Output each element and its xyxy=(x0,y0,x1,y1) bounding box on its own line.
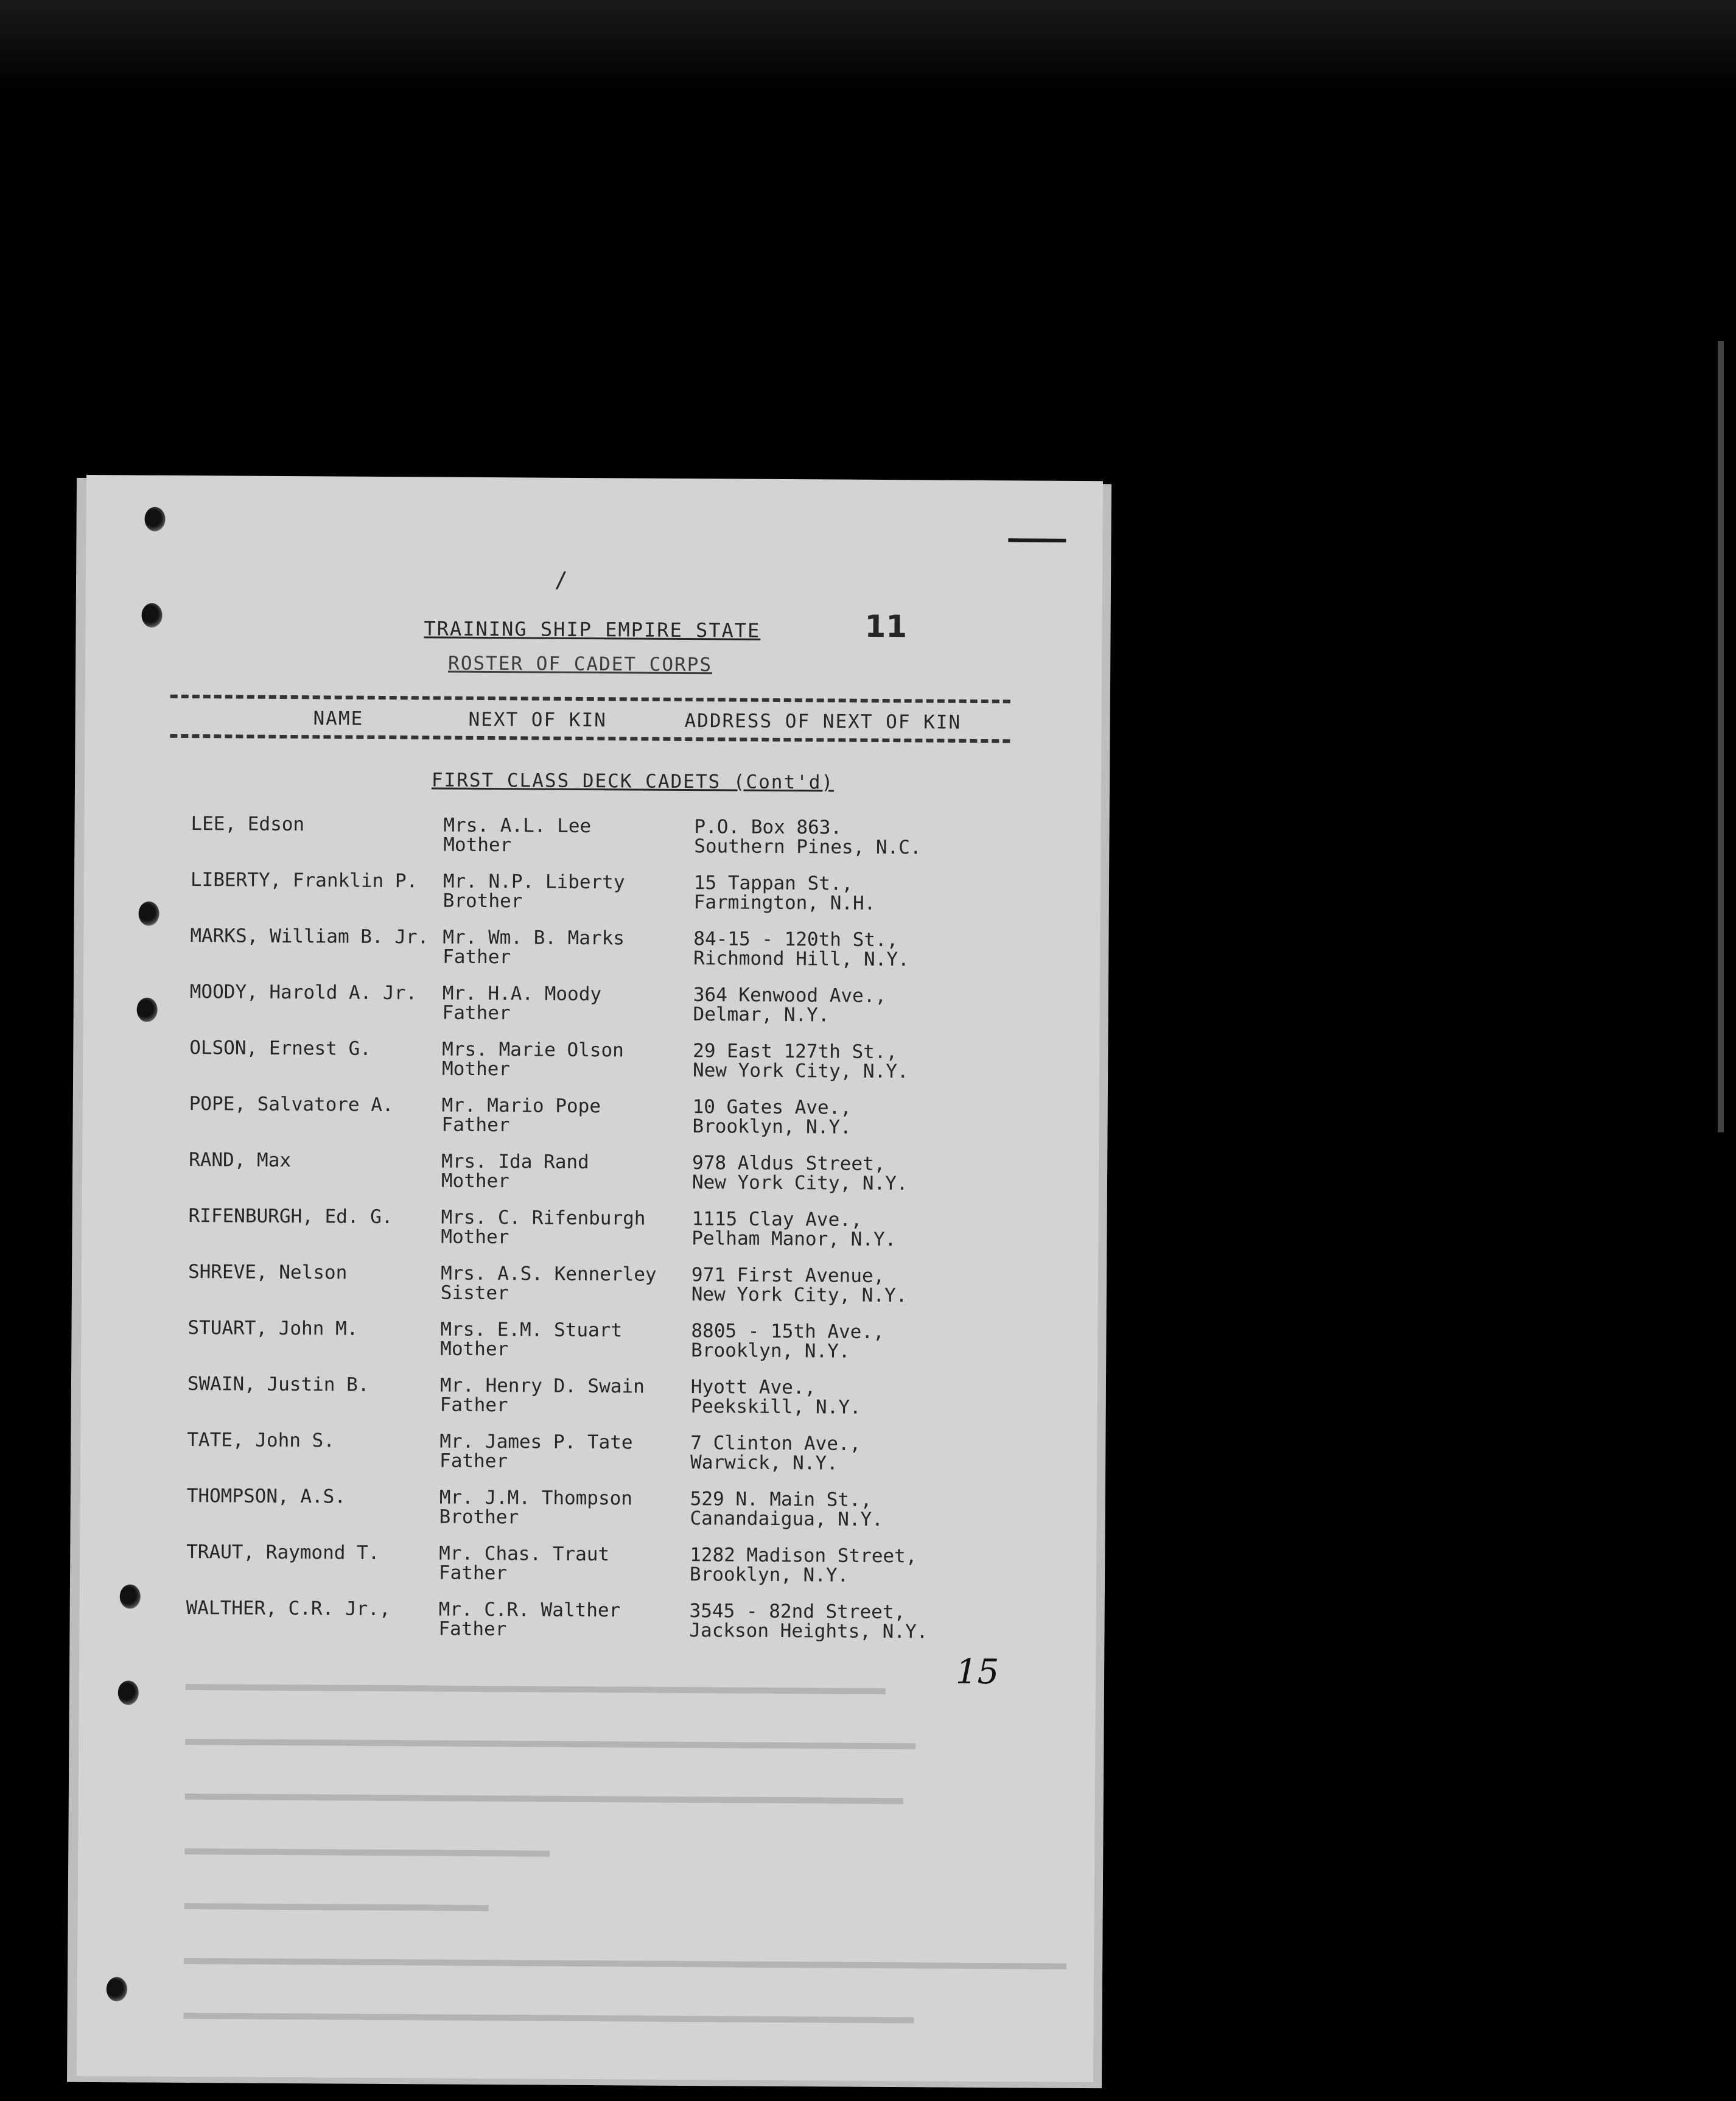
punch-hole xyxy=(118,1680,139,1705)
address-line-2: Farmington, N.H. xyxy=(693,891,876,914)
kin-relation: Father xyxy=(443,945,511,969)
roster-page xyxy=(77,475,1103,2082)
address-line-2: New York City, N.Y. xyxy=(692,1059,909,1083)
kin-relation: Mother xyxy=(441,1058,511,1081)
divider-rule xyxy=(170,695,1010,703)
column-header-address: ADDRESS OF NEXT OF KIN xyxy=(684,710,962,734)
punch-hole xyxy=(144,507,165,531)
punch-hole xyxy=(141,603,162,628)
address-line-1: 15 Tappan St., xyxy=(693,872,853,895)
document-title: TRAINING SHIP EMPIRE STATE xyxy=(424,617,761,642)
punch-hole xyxy=(107,1977,127,2001)
address-line-1: 84-15 - 120th St., xyxy=(693,928,898,952)
kin-relation: Mother xyxy=(440,1338,509,1361)
cadet-name: OLSON, Ernest G. xyxy=(189,1037,371,1060)
table-row xyxy=(79,1598,1096,1657)
bleed-through-text xyxy=(185,1794,903,1804)
next-of-kin: Mrs. C. Rifenburgh xyxy=(441,1206,646,1230)
cadet-name: TRAUT, Raymond T. xyxy=(186,1541,380,1564)
address-line-2: Brooklyn, N.Y. xyxy=(689,1563,849,1587)
cadet-name: THOMPSON, A.S. xyxy=(186,1485,346,1508)
address-line-1: 29 East 127th St., xyxy=(693,1040,898,1064)
pen-mark xyxy=(1008,538,1066,542)
document-subtitle: ROSTER OF CADET CORPS xyxy=(448,652,713,676)
table-row xyxy=(83,1037,1100,1097)
kin-relation: Brother xyxy=(439,1506,519,1529)
address-line-2: New York City, N.Y. xyxy=(691,1283,908,1307)
bleed-through-text xyxy=(186,1684,886,1694)
table-row xyxy=(82,1261,1099,1321)
address-line-1: P.O. Box 863. xyxy=(694,816,842,839)
table-row xyxy=(82,1093,1099,1153)
cadet-name: LEE, Edson xyxy=(191,813,305,836)
table-row xyxy=(83,981,1100,1041)
address-line-1: 1115 Clay Ave., xyxy=(691,1208,863,1231)
cadet-name: RAND, Max xyxy=(189,1149,292,1172)
handwritten-note: 15 xyxy=(955,1652,999,1692)
table-row xyxy=(81,1317,1098,1377)
page-number: 11 xyxy=(864,608,908,645)
next-of-kin: Mrs. A.L. Lee xyxy=(443,814,592,838)
bleed-through-text xyxy=(184,1958,1066,1969)
address-line-1: 7 Clinton Ave., xyxy=(690,1432,861,1455)
cadet-name: STUART, John M. xyxy=(187,1317,359,1340)
column-header-name: NAME xyxy=(313,707,364,730)
address-line-1: Hyott Ave., xyxy=(690,1376,816,1399)
section-title: FIRST CLASS DECK CADETS (Cont'd) xyxy=(431,769,835,794)
address-line-1: 978 Aldus Street, xyxy=(692,1152,886,1176)
next-of-kin: Mr. J.M. Thompson xyxy=(439,1486,633,1510)
next-of-kin: Mr. N.P. Liberty xyxy=(443,870,625,894)
kin-relation: Brother xyxy=(443,889,523,913)
cadet-name: RIFENBURGH, Ed. G. xyxy=(188,1205,393,1229)
address-line-2: Peekskill, N.Y. xyxy=(690,1395,861,1419)
table-row xyxy=(80,1429,1097,1489)
cadet-name: MARKS, William B. Jr. xyxy=(190,925,429,949)
next-of-kin: Mrs. E.M. Stuart xyxy=(440,1318,623,1342)
kin-relation: Father xyxy=(442,1001,511,1025)
table-row xyxy=(82,1205,1099,1265)
table-row xyxy=(80,1373,1097,1433)
bleed-through-text xyxy=(184,2013,914,2023)
cadet-name: SHREVE, Nelson xyxy=(187,1261,348,1284)
address-line-2: Canandaigua, N.Y. xyxy=(690,1507,883,1531)
kin-relation: Father xyxy=(438,1618,507,1641)
kin-relation: Sister xyxy=(440,1282,509,1305)
address-line-2: Delmar, N.Y. xyxy=(693,1003,830,1026)
address-line-1: 1282 Madison Street, xyxy=(690,1544,917,1568)
address-line-2: Southern Pines, N.C. xyxy=(694,835,922,859)
address-line-2: Jackson Heights, N.Y. xyxy=(689,1619,928,1643)
kin-relation: Father xyxy=(439,1394,508,1417)
next-of-kin: Mr. H.A. Moody xyxy=(442,982,602,1006)
address-line-1: 8805 - 15th Ave., xyxy=(691,1320,884,1344)
kin-relation: Father xyxy=(438,1562,508,1585)
next-of-kin: Mr. C.R. Walther xyxy=(438,1598,621,1622)
address-line-1: 529 N. Main St., xyxy=(690,1488,872,1511)
scan-edge-right xyxy=(1718,341,1724,1132)
cadet-name: WALTHER, C.R. Jr., xyxy=(186,1597,391,1621)
address-line-2: Pelham Manor, N.Y. xyxy=(691,1227,897,1251)
cadet-name: SWAIN, Justin B. xyxy=(187,1373,369,1396)
next-of-kin: Mr. James P. Tate xyxy=(439,1430,633,1454)
next-of-kin: Mrs. Marie Olson xyxy=(442,1038,624,1062)
address-line-2: Richmond Hill, N.Y. xyxy=(693,947,909,971)
table-row xyxy=(80,1485,1097,1545)
next-of-kin: Mr. Wm. B. Marks xyxy=(443,926,625,950)
cadet-name: MOODY, Harold A. Jr. xyxy=(189,981,418,1005)
column-header-kin: NEXT OF KIN xyxy=(468,708,607,732)
cadet-name: TATE, John S. xyxy=(187,1429,335,1452)
kin-relation: Father xyxy=(441,1114,510,1137)
kin-relation: Mother xyxy=(441,1226,509,1249)
bleed-through-text xyxy=(184,1903,489,1911)
table-row xyxy=(84,869,1101,929)
address-line-1: 971 First Avenue, xyxy=(691,1264,885,1288)
address-line-1: 364 Kenwood Ave., xyxy=(693,984,887,1008)
cadet-name: LIBERTY, Franklin P. xyxy=(190,869,418,893)
kin-relation: Mother xyxy=(441,1170,510,1193)
address-line-1: 10 Gates Ave., xyxy=(692,1096,852,1119)
cadet-name: POPE, Salvatore A. xyxy=(189,1093,394,1117)
table-row xyxy=(82,1149,1099,1209)
table-row xyxy=(80,1542,1097,1601)
address-line-2: Brooklyn, N.Y. xyxy=(692,1115,852,1138)
address-line-2: New York City, N.Y. xyxy=(691,1171,908,1195)
bleed-through-text xyxy=(185,1739,915,1749)
tick-mark: / xyxy=(554,567,568,593)
next-of-kin: Mrs. Ida Rand xyxy=(441,1150,589,1174)
next-of-kin: Mr. Mario Pope xyxy=(441,1094,601,1118)
next-of-kin: Mr. Chas. Traut xyxy=(439,1542,610,1566)
bleed-through-text xyxy=(184,1848,550,1857)
next-of-kin: Mrs. A.S. Kennerley xyxy=(440,1262,657,1286)
scan-border-top xyxy=(0,0,1736,91)
kin-relation: Mother xyxy=(443,833,512,857)
address-line-2: Warwick, N.Y. xyxy=(690,1451,838,1475)
kin-relation: Father xyxy=(439,1450,508,1473)
address-line-1: 3545 - 82nd Street, xyxy=(689,1600,906,1624)
table-row xyxy=(83,925,1101,985)
next-of-kin: Mr. Henry D. Swain xyxy=(439,1374,645,1398)
table-row xyxy=(84,813,1101,873)
address-line-2: Brooklyn, N.Y. xyxy=(691,1339,850,1363)
divider-rule xyxy=(170,734,1010,743)
